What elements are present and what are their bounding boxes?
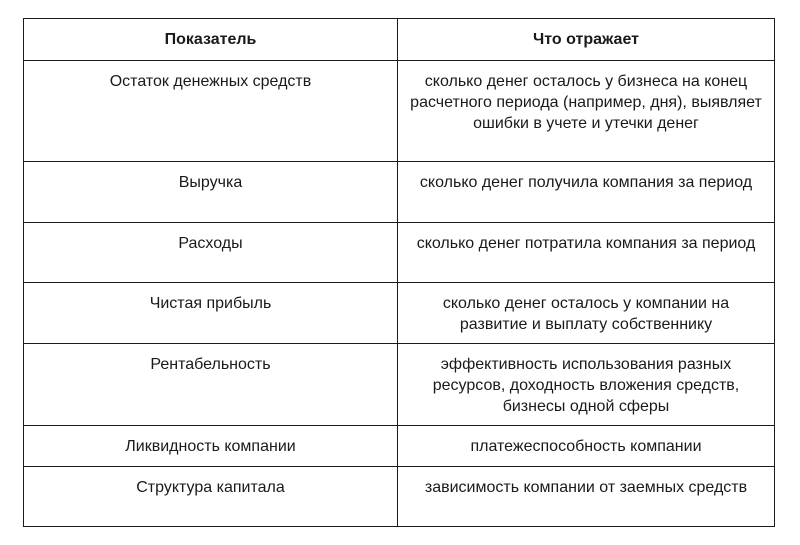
header-meaning: Что отражает [398,19,775,61]
indicators-table [23,18,775,527]
table-row [24,61,775,162]
indicator-cell: Выручка [24,162,398,223]
indicator-cell: Чистая прибыль [24,283,398,344]
table-row [24,467,775,527]
meaning-cell: зависимость компании от заемных средств [398,467,775,527]
meaning-cell: сколько денег осталось у компании на развитие и выплату собственнику [398,283,775,344]
indicator-cell: Расходы [24,223,398,283]
meaning-cell: сколько денег осталось у бизнеса на конец расчетного периода (например, дня), выявляет ошибки в учете и утечки денег [398,61,775,162]
table-row [24,223,775,283]
meaning-cell: сколько денег получила компания за период [398,162,775,223]
meaning-cell: эффективность использования разных ресурсов, доходность вложения средств, бизнесы одной сферы [398,344,775,426]
indicator-cell: Рентабельность [24,344,398,426]
table-header-row [24,19,775,61]
table-row [24,426,775,467]
indicator-cell: Структура капитала [24,467,398,527]
meaning-cell: сколько денег потратила компания за период [398,223,775,283]
header-indicator: Показатель [24,19,398,61]
indicator-cell: Ликвидность компании [24,426,398,467]
indicator-cell: Остаток денежных средств [24,61,398,162]
table-row [24,162,775,223]
table-row [24,344,775,426]
meaning-cell: платежеспособность компании [398,426,775,467]
table-row [24,283,775,344]
